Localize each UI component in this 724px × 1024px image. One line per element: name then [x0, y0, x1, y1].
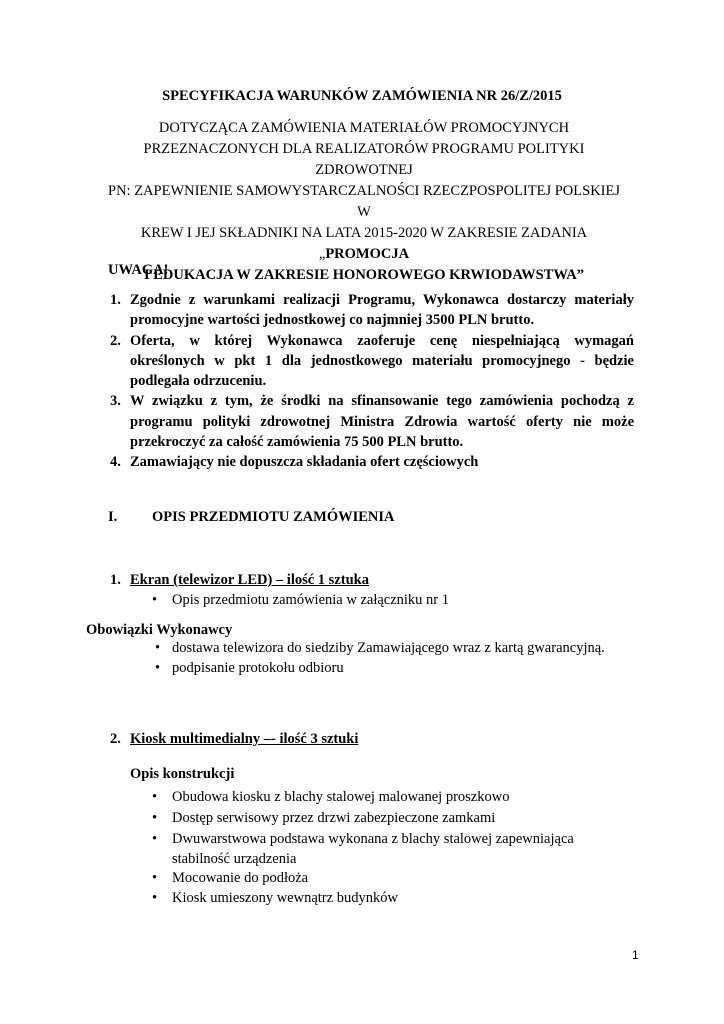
- list-item: [152, 590, 449, 610]
- item-title: Ekran (telewizor LED) – ilość 1 sztuka: [130, 572, 369, 588]
- list-item-text: dostawa telewizora do siedziby Zamawiającego wraz z kartą gwarancyjną.: [172, 640, 605, 656]
- notice-heading: UWAGA!: [108, 262, 169, 278]
- subtitle-line-text: KREW I JEJ SKŁADNIKI NA LATA 2015-2020 W ZAKRESIE ZADANIA „: [140, 225, 588, 262]
- notice-item-number: 3.: [110, 393, 121, 410]
- subtitle-line: [100, 223, 628, 265]
- notice-list: [110, 290, 634, 473]
- list-item-text: Opis przedmiotu zamówienia w załączniku nr 1: [172, 592, 450, 608]
- bullet-icon: •: [152, 890, 158, 906]
- subtitle-line: PN: ZAPEWNIENIE SAMOWYSTARCZALNOŚCI RZECZPOSPOLITEJ POLSKIEJ W: [108, 183, 620, 220]
- list-item-continuation: stabilność urządzenia: [172, 851, 297, 867]
- list-item: [155, 638, 605, 658]
- section-title: OPIS PRZEDMIOTU ZAMÓWIENIA: [152, 509, 395, 525]
- construction-heading: Opis konstrukcji: [130, 766, 235, 782]
- page-number: 1: [632, 948, 639, 962]
- section-number: I.: [108, 509, 118, 525]
- subtitle-line: DOTYCZĄCA ZAMÓWIENIA MATERIAŁÓW PROMOCYJNYCH: [158, 120, 570, 136]
- item-title: Kiosk multimedialny –- ilość 3 sztuki: [130, 731, 359, 747]
- list-item: [152, 829, 574, 849]
- duties-heading: Obowiązki Wykonawcy: [86, 622, 233, 638]
- item-number: 2.: [110, 731, 121, 747]
- notice-item-text: Oferta, w której Wykonawca zaoferuje cenę niespełniającą wymagań określonych w pkt 1 dla jednostkowego materiału promocyjnego - będzie podlegała odrzuceniu.: [130, 332, 634, 390]
- notice-item-text: Zamawiający nie dopuszcza składania ofert częściowych: [130, 454, 479, 471]
- list-item: [152, 888, 398, 908]
- notice-item: [110, 290, 634, 331]
- list-item-text: podpisanie protokołu odbioru: [172, 660, 344, 676]
- bullet-icon: •: [152, 870, 158, 886]
- notice-item: [110, 331, 634, 392]
- item-number: 1.: [110, 572, 121, 588]
- bullet-icon: •: [155, 640, 161, 656]
- list-item-text: Kiosk umieszony wewnątrz budynków: [172, 890, 398, 906]
- bullet-icon: •: [152, 831, 158, 847]
- notice-item-text: W związku z tym, że środki na sfinansowanie tego zamówienia pochodzą z programu polityki zdrowotnej Ministra Zdrowia wartość oferty nie może przekroczyć za całość zamówienia 75 500 PLN brutto.: [130, 393, 634, 451]
- document-title: SPECYFIKACJA WARUNKÓW ZAMÓWIENIA NR 26/Z/2015: [162, 88, 562, 104]
- list-item: [155, 658, 344, 678]
- document-subtitle: [100, 118, 628, 286]
- notice-item: [110, 391, 634, 452]
- list-item-text: Dostęp serwisowy przez drzwi zabezpieczone zamkami: [172, 810, 496, 826]
- list-item: [152, 787, 509, 807]
- subtitle-bold-tail: PROMOCJA: [325, 246, 410, 262]
- bullet-icon: •: [152, 810, 158, 826]
- list-item: [152, 868, 308, 888]
- bullet-icon: •: [155, 660, 161, 676]
- subtitle-line: PRZEZNACZONYCH DLA REALIZATORÓW PROGRAMU POLITYKI ZDROWOTNEJ: [143, 141, 585, 178]
- notice-item-number: 4.: [110, 454, 121, 471]
- bullet-icon: •: [152, 789, 158, 805]
- list-item-text: Obudowa kiosku z blachy stalowej malowanej proszkowo: [172, 789, 510, 805]
- notice-item-text: Zgodnie z warunkami realizacji Programu, Wykonawca dostarczy materiały promocyjne wartości jednostkowej co najmniej 3500 PLN brutto.: [130, 292, 634, 329]
- list-item: [152, 808, 495, 828]
- notice-item: [110, 452, 634, 472]
- bullet-icon: •: [152, 592, 158, 608]
- list-item-text: Dwuwarstwowa podstawa wykonana z blachy stalowej zapewniająca: [172, 831, 574, 847]
- notice-item-number: 1.: [110, 292, 121, 308]
- subtitle-last-line: I EDUKACJA W ZAKRESIE HONOROWEGO KRWIODAWSTWA”: [143, 267, 585, 283]
- notice-item-number: 2.: [110, 332, 121, 349]
- list-item-text: Mocowanie do podłoża: [172, 870, 309, 886]
